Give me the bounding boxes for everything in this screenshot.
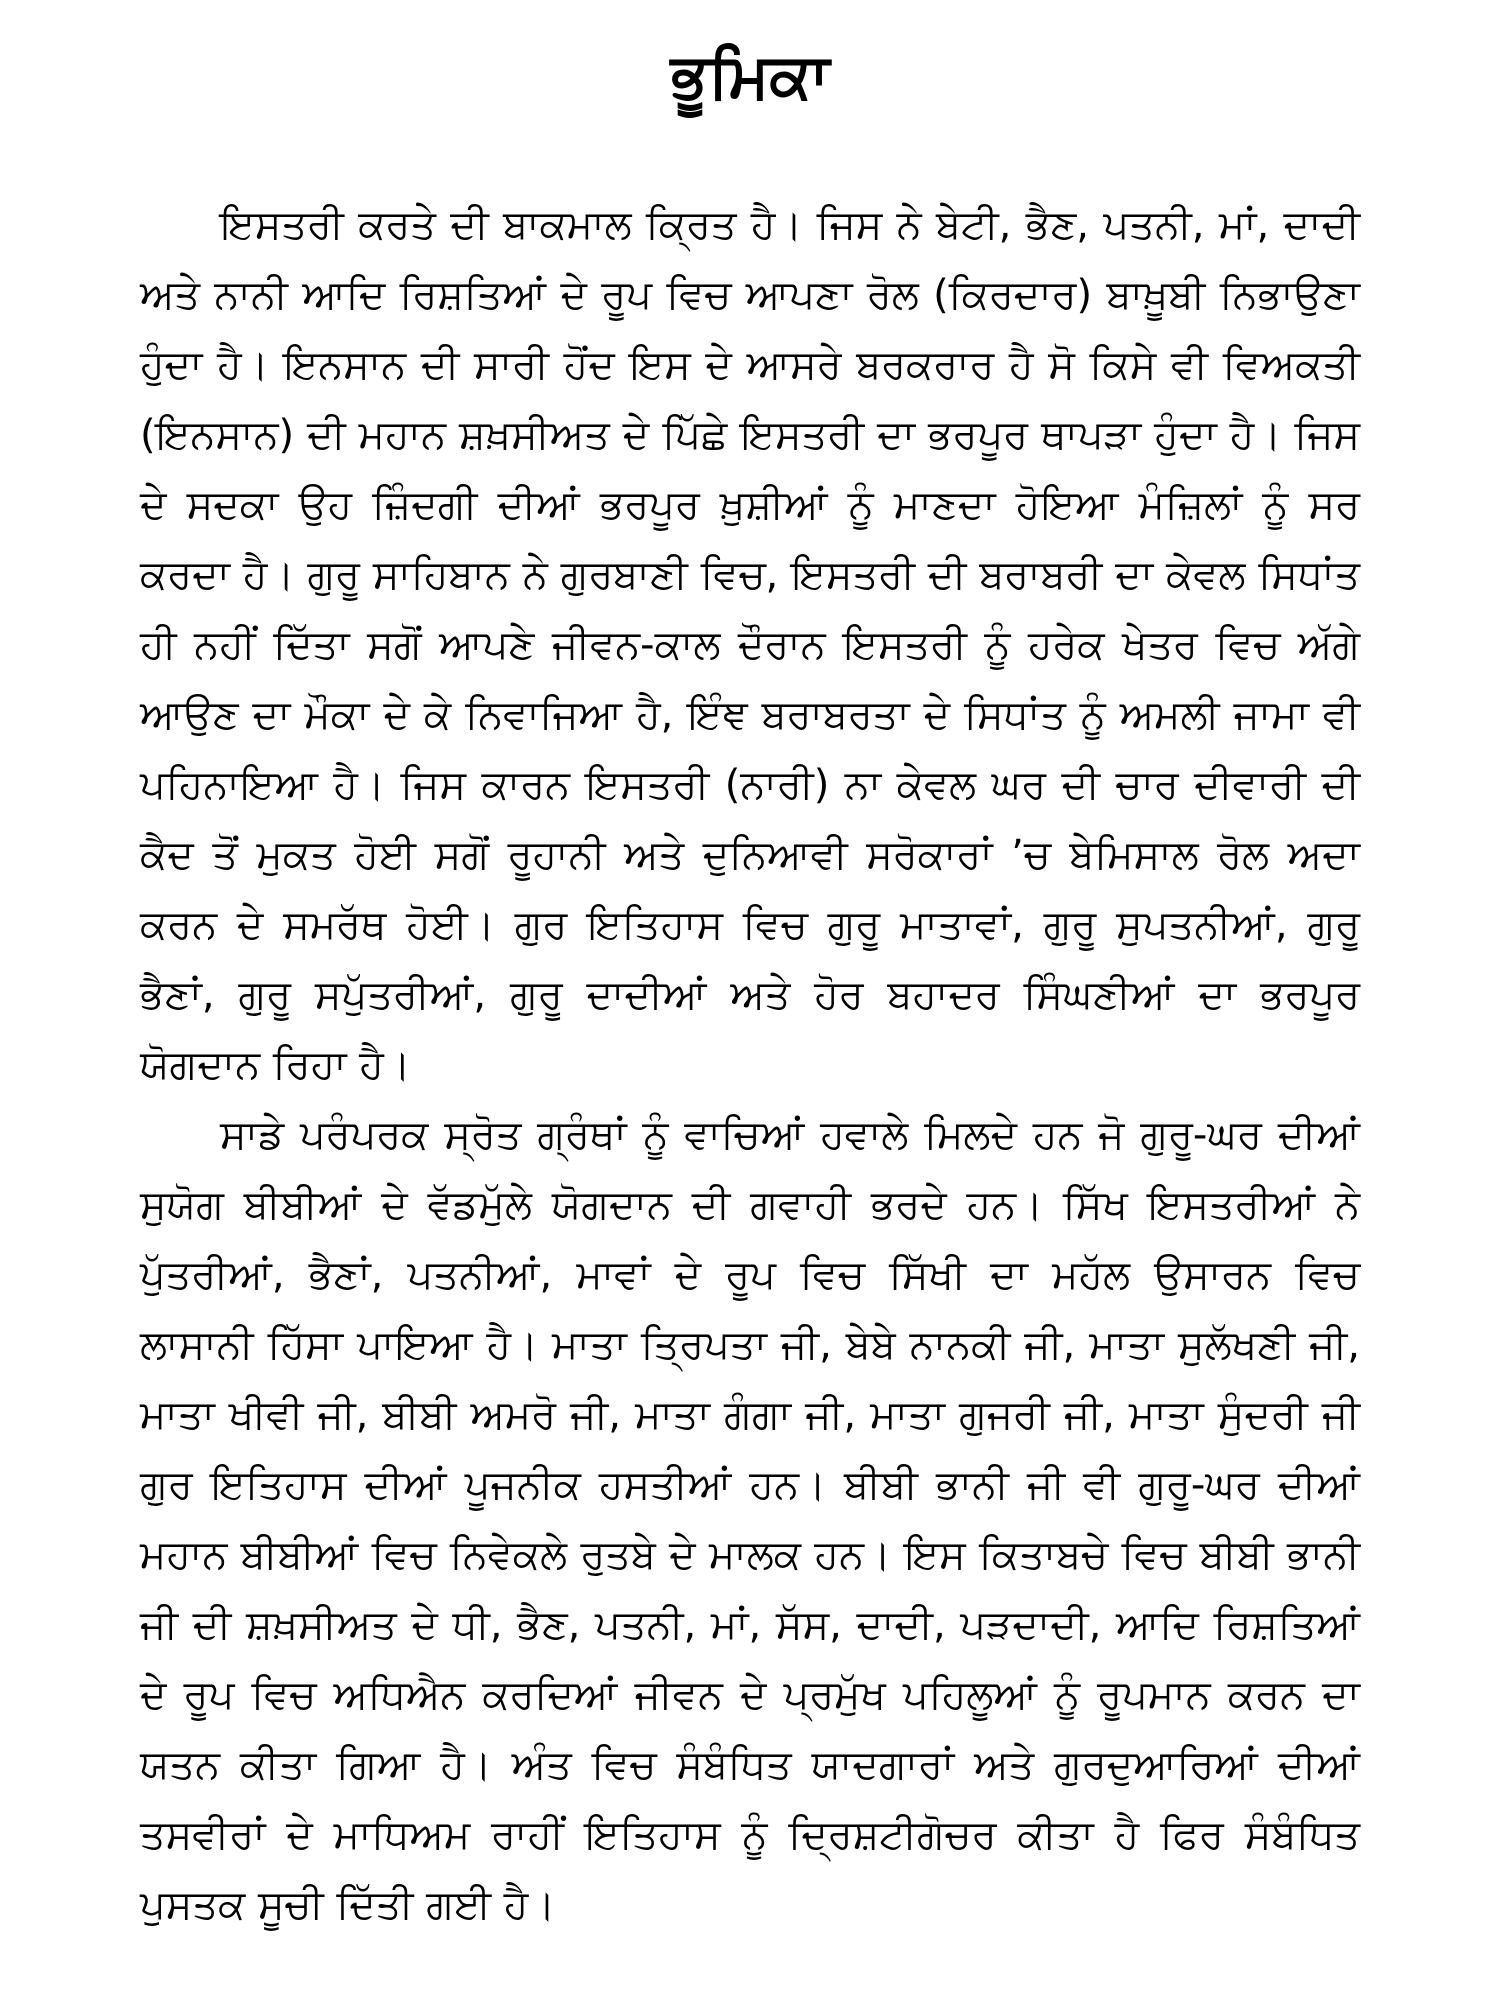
page-title: ਭੂਮਿਕਾ bbox=[670, 39, 830, 112]
paragraph-1: ਇਸਤਰੀ ਕਰਤੇ ਦੀ ਬਾਕਮਾਲ ਕ੍ਰਿਤ ਹੈ। ਜਿਸ ਨੇ ਬੇਟੀ, ਭੈਣ, ਪਤਨੀ, ਮਾਂ, ਦਾਦੀ ਅਤੇ ਨਾਨੀ ਆਦਿ ਰਿਸ਼ਤਿਆਂ ਦੇ ਰੂਪ ਵਿਚ ਆਪਣਾ ਰੋਲ (ਕਿਰਦਾਰ) ਬਾਖ਼ੂਬੀ ਨਿਭਾਉਣਾ ਹੁੰਦਾ ਹੈ। ਇਨਸਾਨ ਦੀ ਸਾਰੀ ਹੋਂਦ ਇਸ ਦੇ ਆਸਰੇ ਬਰਕਰਾਰ ਹੈ ਸੋ ਕਿਸੇ ਵੀ ਵਿਅਕਤੀ (ਇਨਸਾਨ) ਦੀ ਮਹਾਨ ਸ਼ਖ਼ਸੀਅਤ ਦੇ ਪਿੱਛੇ ਇਸਤਰੀ ਦਾ ਭਰਪੂਰ ਥਾਪੜਾ ਹੁੰਦਾ ਹੈ। ਜਿਸ ਦੇ ਸਦਕਾ ਉਹ ਜ਼ਿੰਦਗੀ ਦੀਆਂ ਭਰਪੂਰ ਖ਼ੁਸ਼ੀਆਂ ਨੂੰ ਮਾਣਦਾ ਹੋਇਆ ਮੰਜ਼ਿਲਾਂ ਨੂੰ ਸਰ ਕਰਦਾ ਹੈ। ਗੁਰੂ ਸਾਹਿਬਾਨ ਨੇ ਗੁਰਬਾਣੀ ਵਿਚ, ਇਸਤਰੀ ਦੀ ਬਰਾਬਰੀ ਦਾ ਕੇਵਲ ਸਿਧਾਂਤ ਹੀ ਨਹੀਂ ਦਿੱਤਾ ਸਗੋਂ ਆਪਣੇ ਜੀਵਨ-ਕਾਲ ਦੌਰਾਨ ਇਸਤਰੀ ਨੂੰ ਹਰੇਕ ਖੇਤਰ ਵਿਚ ਅੱਗੇ ਆਉਣ ਦਾ ਮੌਕਾ ਦੇ ਕੇ ਨਿਵਾਜਿਆ ਹੈ, ਇੰਞ ਬਰਾਬਰਤਾ ਦੇ ਸਿਧਾਂਤ ਨੂੰ ਅਮਲੀ ਜਾਮਾ ਵੀ ਪਹਿਨਾਇਆ ਹੈ। ਜਿਸ ਕਾਰਨ ਇਸਤਰੀ (ਨਾਰੀ) ਨਾ ਕੇਵਲ ਘਰ ਦੀ ਚਾਰ ਦੀਵਾਰੀ ਦੀ ਕੈਦ ਤੋਂ ਮੁਕਤ ਹੋਈ ਸਗੋਂ ਰੂਹਾਨੀ ਅਤੇ ਦੁਨਿਆਵੀ ਸਰੋਕਾਰਾਂ ’ਚ ਬੇਮਿਸਾਲ ਰੋਲ ਅਦਾ ਕਰਨ ਦੇ ਸਮਰੱਥ ਹੋਈ। ਗੁਰ ਇਤਿਹਾਸ ਵਿਚ ਗੁਰੂ ਮਾਤਾਵਾਂ, ਗੁਰੂ ਸੁਪਤਨੀਆਂ, ਗੁਰੂ ਭੈਣਾਂ, ਗੁਰੂ ਸਪੁੱਤਰੀਆਂ, ਗੁਰੂ ਦਾਦੀਆਂ ਅਤੇ ਹੋਰ ਬਹਾਦਰ ਸਿੰਘਣੀਆਂ ਦਾ ਭਰਪੂਰ ਯੋਗਦਾਨ ਰਿਹਾ ਹੈ। bbox=[140, 202, 1360, 1088]
body-text bbox=[140, 190, 1360, 1940]
paragraph-2: ਸਾਡੇ ਪਰੰਪਰਕ ਸ੍ਰੋਤ ਗ੍ਰੰਥਾਂ ਨੂੰ ਵਾਚਿਆਂ ਹਵਾਲੇ ਮਿਲਦੇ ਹਨ ਜੋ ਗੁਰੂ-ਘਰ ਦੀਆਂ ਸੁਯੋਗ ਬੀਬੀਆਂ ਦੇ ਵੱਡਮੁੱਲੇ ਯੋਗਦਾਨ ਦੀ ਗਵਾਹੀ ਭਰਦੇ ਹਨ। ਸਿੱਖ ਇਸਤਰੀਆਂ ਨੇ ਪੁੱਤਰੀਆਂ, ਭੈਣਾਂ, ਪਤਨੀਆਂ, ਮਾਵਾਂ ਦੇ ਰੂਪ ਵਿਚ ਸਿੱਖੀ ਦਾ ਮਹੱਲ ਉਸਾਰਨ ਵਿਚ ਲਾਸਾਨੀ ਹਿੱਸਾ ਪਾਇਆ ਹੈ। ਮਾਤਾ ਤ੍ਰਿਪਤਾ ਜੀ, ਬੇਬੇ ਨਾਨਕੀ ਜੀ, ਮਾਤਾ ਸੁਲੱਖਣੀ ਜੀ, ਮਾਤਾ ਖੀਵੀ ਜੀ, ਬੀਬੀ ਅਮਰੋ ਜੀ, ਮਾਤਾ ਗੰਗਾ ਜੀ, ਮਾਤਾ ਗੁਜਰੀ ਜੀ, ਮਾਤਾ ਸੁੰਦਰੀ ਜੀ ਗੁਰ ਇਤਿਹਾਸ ਦੀਆਂ ਪੂਜਨੀਕ ਹਸਤੀਆਂ ਹਨ। ਬੀਬੀ ਭਾਨੀ ਜੀ ਵੀ ਗੁਰੂ-ਘਰ ਦੀਆਂ ਮਹਾਨ ਬੀਬੀਆਂ ਵਿਚ ਨਿਵੇਕਲੇ ਰੁਤਬੇ ਦੇ ਮਾਲਕ ਹਨ। ਇਸ ਕਿਤਾਬਚੇ ਵਿਚ ਬੀਬੀ ਭਾਨੀ ਜੀ ਦੀ ਸ਼ਖ਼ਸੀਅਤ ਦੇ ਧੀ, ਭੈਣ, ਪਤਨੀ, ਮਾਂ, ਸੱਸ, ਦਾਦੀ, ਪੜਦਾਦੀ, ਆਦਿ ਰਿਸ਼ਤਿਆਂ ਦੇ ਰੂਪ ਵਿਚ ਅਧਿਐਨ ਕਰਦਿਆਂ ਜੀਵਨ ਦੇ ਪ੍ਰਮੁੱਖ ਪਹਿਲੂਆਂ ਨੂੰ ਰੂਪਮਾਨ ਕਰਨ ਦਾ ਯਤਨ ਕੀਤਾ ਗਿਆ ਹੈ। ਅੰਤ ਵਿਚ ਸੰਬੰਧਿਤ ਯਾਦਗਾਰਾਂ ਅਤੇ ਗੁਰਦੁਆਰਿਆਂ ਦੀਆਂ ਤਸਵੀਰਾਂ ਦੇ ਮਾਧਿਅਮ ਰਾਹੀਂ ਇਤਿਹਾਸ ਨੂੰ ਦ੍ਰਿਸ਼ਟੀਗੋਚਰ ਕੀਤਾ ਹੈ ਫਿਰ ਸੰਬੰਧਿਤ ਪੁਸਤਕ ਸੂਚੀ ਦਿੱਤੀ ਗਈ ਹੈ। bbox=[140, 1112, 1360, 1928]
